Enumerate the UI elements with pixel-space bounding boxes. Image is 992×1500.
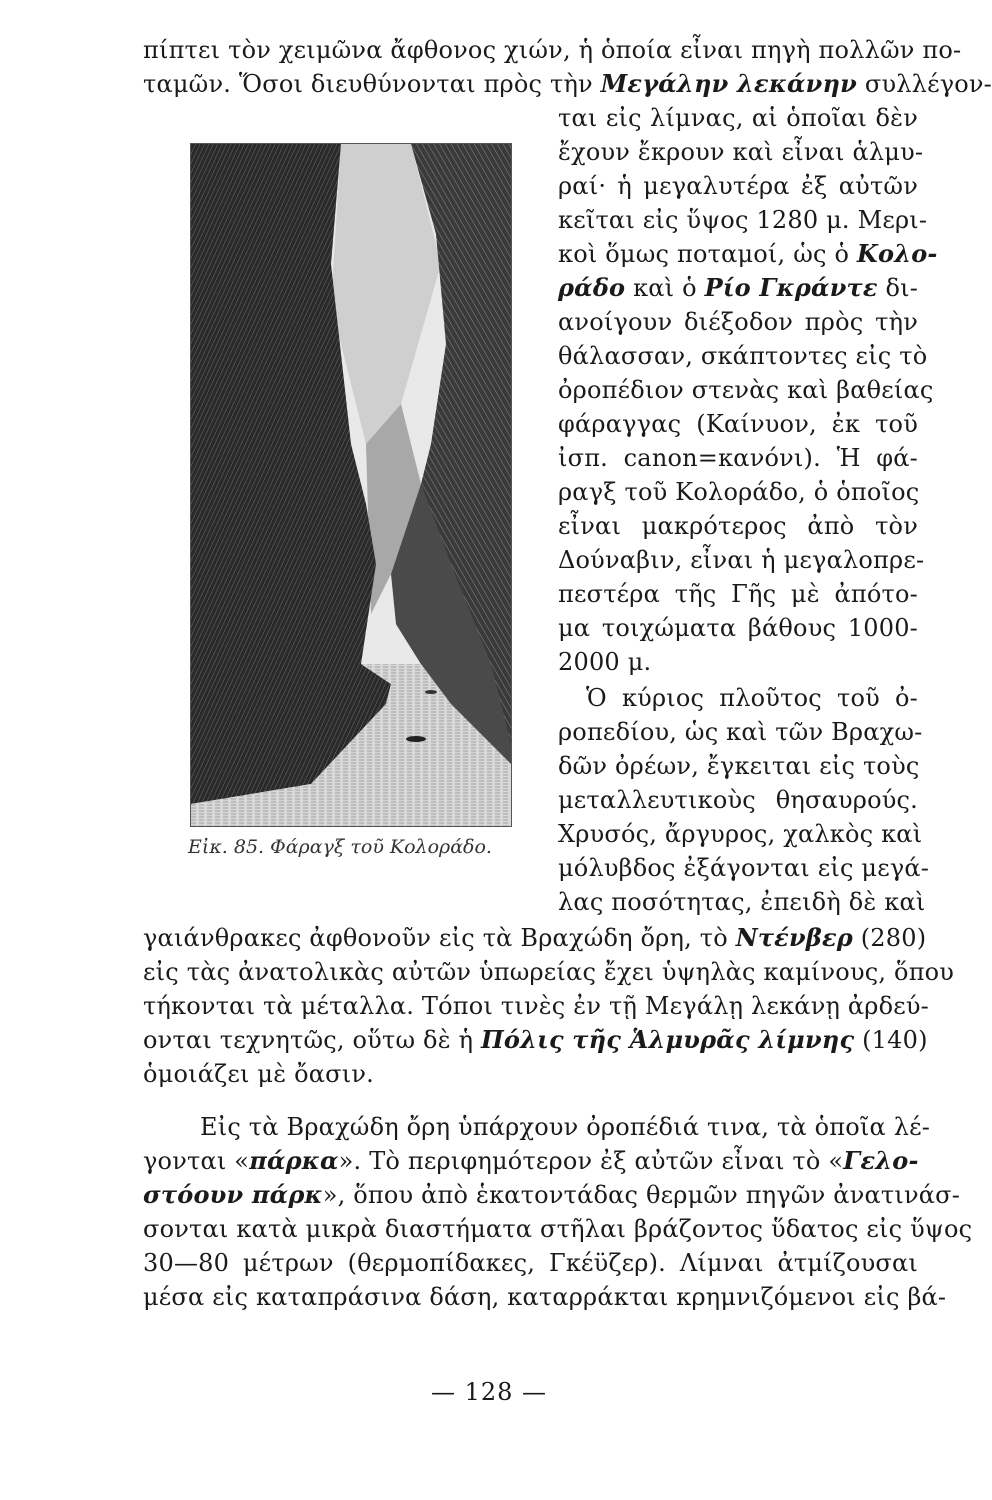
text-line: δῶν ὀρέων, ἔγκειται εἰς τοὺς: [558, 752, 920, 780]
bold-term: Πόλις τῆς Ἁλμυρᾶς λίμνης: [481, 1025, 855, 1054]
text-line: ται εἰς λίμνας, αἱ ὁποῖαι δὲν: [558, 104, 918, 132]
text-line: πίπτει τὸν χειμῶνα ἄφθονος χιών, ἡ ὁποία εἶναι πηγὴ πολλῶν πο-: [143, 36, 962, 64]
text-line: τήκονται τὰ μέταλλα. Τόποι τινὲς ἐν τῇ Μεγάλῃ λεκάνῃ ἀρδεύ-: [143, 992, 929, 1020]
page-number: — 128 —: [430, 1378, 548, 1406]
text-line: Χρυσός, ἄργυρος, χαλκὸς καὶ: [558, 820, 923, 848]
text-line: μεταλλευτικοὺς θησαυρούς.: [558, 786, 918, 814]
bold-term: πάρκα: [249, 1146, 339, 1175]
figure-caption: Εἰκ. 85. Φάραγξ τοῦ Κολοράδο.: [188, 836, 492, 858]
text-line: εἰς τὰς ἀνατολικὰς αὐτῶν ὑπωρείας ἔχει ὑψηλὰς καμίνους, ὅπου: [143, 958, 955, 986]
text-line: ἔχουν ἔκρουν καὶ εἶναι ἁλμυ-: [558, 138, 924, 166]
text-line: ραί· ἡ μεγαλυτέρα ἐξ αὐτῶν: [558, 172, 918, 200]
canyon-illustration: [190, 143, 512, 827]
text-line: πεστέρα τῆς Γῆς μὲ ἀπότο-: [558, 580, 918, 608]
bold-term: Μεγάλην λεκάνην: [600, 69, 858, 98]
text-line: κοὶ ὅμως ποταμοί, ὡς ὁ Κολο-: [558, 239, 938, 268]
text-line: ράδο καὶ ὁ Ρίο Γκράντε δι-: [558, 273, 919, 302]
text-line: μέσα εἰς καταπράσινα δάση, καταρράκται κρημνιζόμενοι εἰς βά-: [143, 1283, 947, 1311]
bold-term: στόουν πάρκ: [143, 1180, 323, 1209]
text-line: στόουν πάρκ», ὅπου ἀπὸ ἑκατοντάδας θερμῶν πηγῶν ἀνατινάσ-: [143, 1180, 961, 1209]
text-line: ὁμοιάζει μὲ ὄασιν.: [143, 1060, 374, 1088]
text-line: θάλασσαν, σκάπτοντες εἰς τὸ: [558, 342, 928, 370]
text-line: ραγξ τοῦ Κολοράδο, ὁ ὁποῖος: [558, 478, 920, 506]
text-line: 2000 μ.: [558, 648, 652, 676]
text-line: μόλυβδος ἐξάγονται εἰς μεγά-: [558, 854, 930, 882]
bold-term: Γελο-: [843, 1146, 919, 1175]
text-line: Δούναβιν, εἶναι ἡ μεγαλοπρε-: [558, 546, 925, 574]
text-line: ἰσπ. canon=κανόνι). Ἡ φά-: [558, 444, 918, 472]
text-line: σονται κατὰ μικρὰ διαστήματα στῆλαι βράζοντος ὕδατος εἰς ὕψος: [143, 1215, 973, 1243]
text-line: Εἰς τὰ Βραχώδη ὄρη ὑπάρχουν ὀροπέδιά τινα, τὰ ὁποῖα λέ-: [200, 1113, 931, 1141]
bold-term: Ρίο Γκράντε: [704, 273, 878, 302]
text-line: γονται «πάρκα». Τὸ περιφημότερον ἐξ αὐτῶν εἶναι τὸ «Γελο-: [143, 1146, 919, 1175]
text-line: ὀροπέδιον στενὰς καὶ βαθείας: [558, 376, 934, 404]
bold-term: ράδο: [558, 273, 626, 302]
text-line: ροπεδίου, ὡς καὶ τῶν Βραχω-: [558, 718, 923, 746]
text-line: ταμῶν. Ὅσοι διευθύνονται πρὸς τὴν Μεγάλην λεκάνην συλλέγον-: [143, 69, 992, 98]
text-line: εἶναι μακρότερος ἀπὸ τὸν: [558, 512, 918, 540]
canyon-engraving: [191, 144, 511, 826]
text-line: κεῖται εἰς ὕψος 1280 μ. Μερι-: [558, 206, 928, 234]
text-line: λας ποσότητας, ἐπειδὴ δὲ καὶ: [558, 888, 926, 916]
text-line: φάραγγας (Καίνυον, ἐκ τοῦ: [558, 410, 918, 438]
text-line: γαιάνθρακες ἀφθονοῦν εἰς τὰ Βραχώδη ὄρη, τὸ Ντένβερ (280): [143, 923, 927, 952]
bold-term: Ντένβερ: [735, 923, 853, 952]
bold-term: Κολο-: [856, 239, 938, 268]
text-line: Ὁ κύριος πλοῦτος τοῦ ὀ-: [586, 684, 918, 712]
text-line: ονται τεχνητῶς, οὕτω δὲ ἡ Πόλις τῆς Ἁλμυρᾶς λίμνης (140): [143, 1025, 928, 1054]
text-line: μα τοιχώματα βάθους 1000-: [558, 614, 918, 642]
text-line: ανοίγουν διέξοδον πρὸς τὴν: [558, 308, 918, 336]
text-line: 30—80 μέτρων (θερμοπίδακες, Γκέϋζερ). Λίμναι ἀτμίζουσαι: [143, 1249, 918, 1277]
